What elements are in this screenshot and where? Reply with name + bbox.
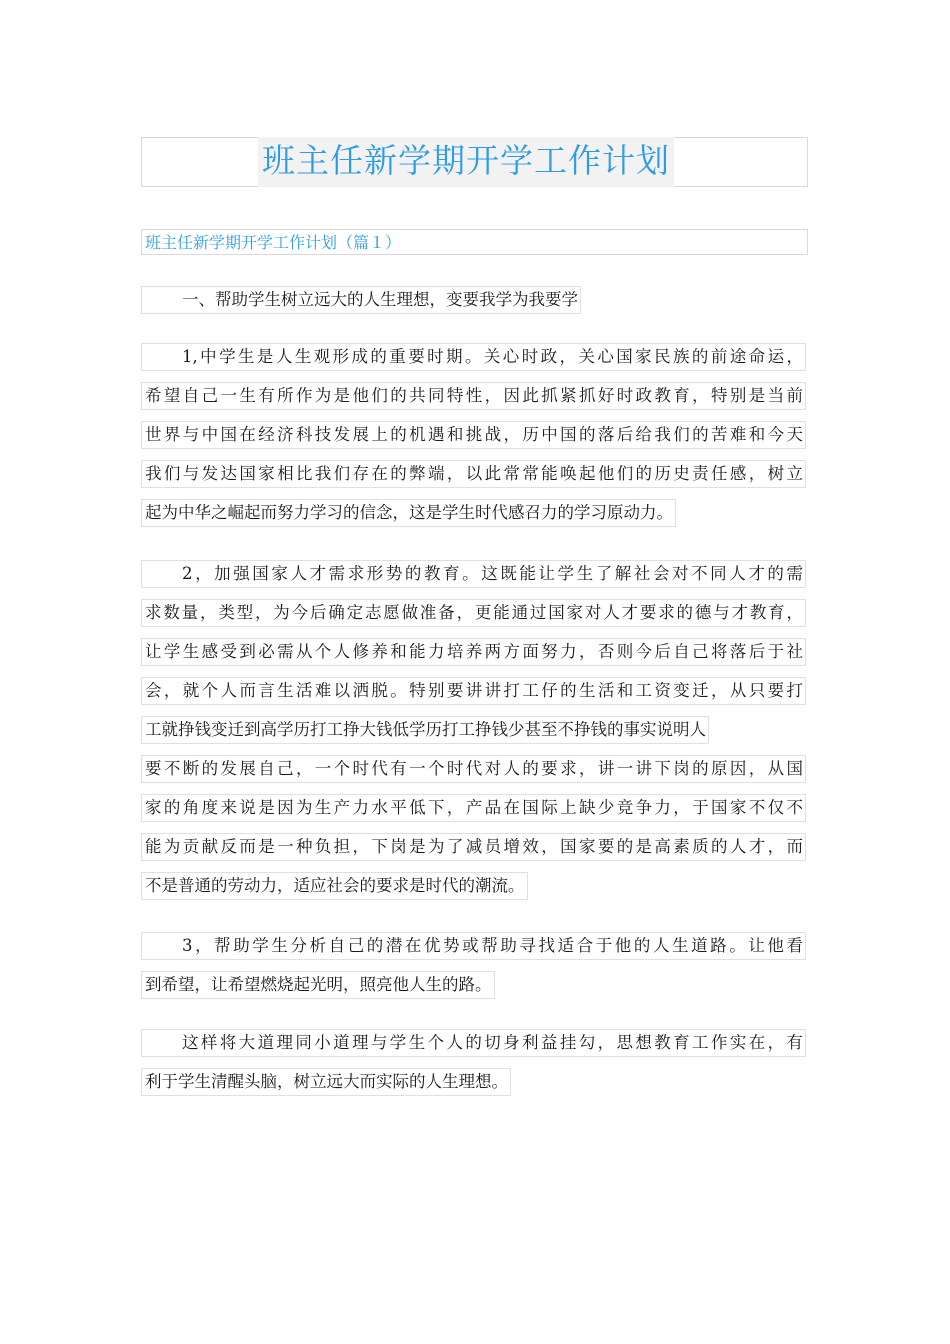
paragraph-line: 1,中学生是人生观形成的重要时期。关心时政，关心国家民族的前途命运， bbox=[141, 343, 806, 371]
paragraph-line: 能为贡献反而是一种负担，下岗是为了减员增效，国家要的是高素质的人才，而 bbox=[141, 833, 806, 861]
paragraph-line: 希望自己一生有所作为是他们的共同特性，因此抓紧抓好时政教育，特别是当前 bbox=[141, 382, 806, 410]
paragraph-line: 会，就个人而言生活难以洒脱。特别要讲讲打工仔的生活和工资变迁，从只要打 bbox=[141, 677, 806, 705]
paragraph-line: 我们与发达国家相比我们存在的弊端，以此常常能唤起他们的历史责任感，树立 bbox=[141, 460, 806, 488]
paragraph-line: 这样将大道理同小道理与学生个人的切身利益挂勾，思想教育工作实在，有 bbox=[141, 1029, 806, 1057]
paragraph-3 bbox=[141, 932, 806, 1010]
paragraph-line: 世界与中国在经济科技发展上的机遇和挑战，历中国的落后给我们的苦难和今天 bbox=[141, 421, 806, 449]
paragraph-line: 不是普通的劳动力，适应社会的要求是时代的潮流。 bbox=[141, 872, 528, 900]
paragraph-line: 利于学生清醒头脑，树立远大而实际的人生理想。 bbox=[141, 1068, 511, 1096]
paragraph-line: 3，帮助学生分析自己的潜在优势或帮助寻找适合于他的人生道路。让他看 bbox=[141, 932, 806, 960]
paragraph-line: 2，加强国家人才需求形势的教育。这既能让学生了解社会对不同人才的需 bbox=[141, 560, 806, 588]
subheading: 一、帮助学生树立远大的人生理想，变要我学为我要学 bbox=[141, 286, 581, 314]
paragraph-4 bbox=[141, 1029, 806, 1107]
paragraph-line: 让学生感受到必需从个人修养和能力培养两方面努力，否则今后自己将落后于社 bbox=[141, 638, 806, 666]
paragraph-line: 工就挣钱变迁到高学历打工挣大钱低学历打工挣钱少甚至不挣钱的事实说明人 bbox=[141, 716, 709, 744]
paragraph-2 bbox=[141, 560, 806, 911]
paragraph-1 bbox=[141, 343, 806, 538]
paragraph-line: 到希望，让希望燃烧起光明，照亮他人生的路。 bbox=[141, 971, 495, 999]
paragraph-line: 求数量，类型，为今后确定志愿做准备，更能通过国家对人才要求的德与才教育， bbox=[141, 599, 806, 627]
paragraph-line: 要不断的发展自己，一个时代有一个时代对人的要求，讲一讲下岗的原因，从国 bbox=[141, 755, 806, 783]
paragraph-line: 起为中华之崛起而努力学习的信念，这是学生时代感召力的学习原动力。 bbox=[141, 499, 676, 527]
subheading-block bbox=[141, 286, 581, 325]
section-heading: 班主任新学期开学工作计划（篇１） bbox=[141, 229, 808, 255]
paragraph-line: 家的角度来说是因为生产力水平低下，产品在国际上缺少竞争力，于国家不仅不 bbox=[141, 794, 806, 822]
document-title: 班主任新学期开学工作计划 bbox=[258, 137, 674, 187]
